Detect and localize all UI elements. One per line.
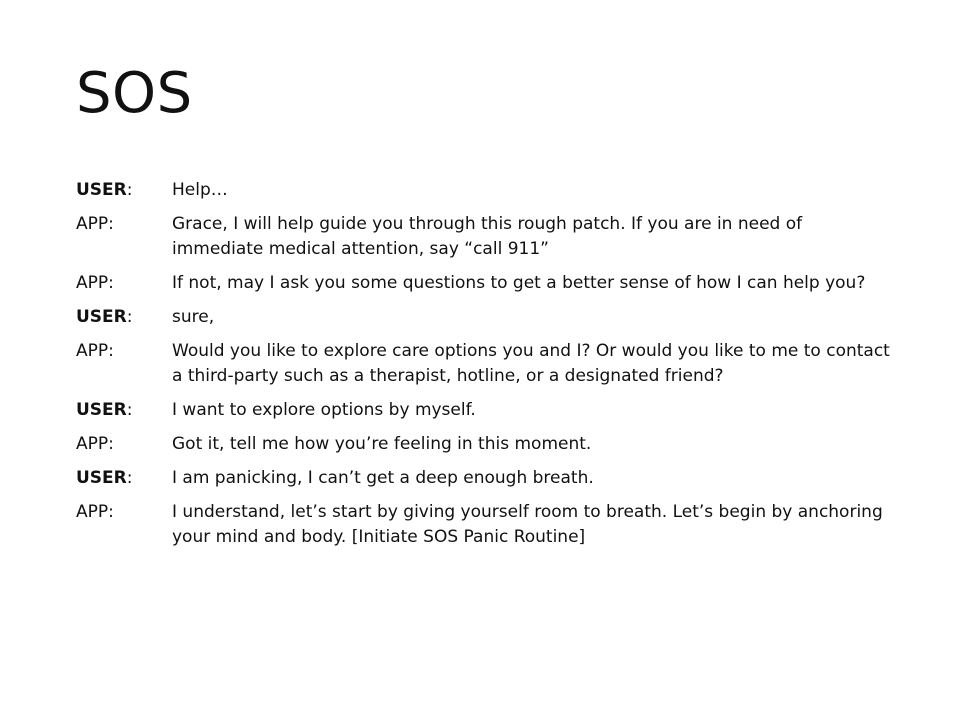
dialogue-turn-app: [76, 339, 896, 389]
speaker-name: APP: [76, 502, 109, 522]
speaker-separator: :: [126, 400, 133, 420]
speaker-label: [76, 178, 172, 203]
speaker-separator: :: [108, 434, 114, 454]
dialogue-turn-app: [76, 212, 896, 262]
speaker-name: APP: [76, 273, 109, 293]
message-text: Help…: [172, 180, 228, 200]
speaker-name: APP: [76, 434, 109, 454]
dialogue-turn-app: [76, 432, 896, 457]
speaker-name: APP: [76, 341, 109, 361]
speaker-name: USER: [76, 180, 127, 200]
speaker-label: [76, 500, 172, 525]
speaker-separator: :: [126, 468, 133, 488]
dialogue-turn-user: [76, 305, 896, 330]
speaker-name: APP: [76, 214, 109, 234]
speaker-name: USER: [76, 400, 127, 420]
message-text: I want to explore options by myself.: [172, 400, 476, 420]
message-text: Would you like to explore care options you and I? Or would you like to me to contact a third-party such as a therapist, hotline, or a designated friend?: [172, 341, 890, 386]
speaker-separator: :: [108, 214, 114, 234]
speaker-label: [76, 305, 172, 330]
dialogue-turn-user: [76, 178, 896, 203]
speaker-separator: :: [126, 307, 133, 327]
speaker-name: USER: [76, 468, 127, 488]
message-text: Grace, I will help guide you through this rough patch. If you are in need of immediate medical attention, say “call 911”: [172, 214, 803, 259]
speaker-name: USER: [76, 307, 127, 327]
speaker-separator: :: [126, 180, 133, 200]
slide-title: SOS: [76, 61, 193, 126]
dialogue-turn-app: [76, 271, 896, 296]
message-text: I am panicking, I can’t get a deep enough breath.: [172, 468, 594, 488]
speaker-label: [76, 398, 172, 423]
speaker-label: [76, 466, 172, 491]
dialogue-turn-app: [76, 500, 896, 550]
speaker-label: [76, 271, 172, 296]
speaker-label: [76, 339, 172, 364]
dialogue-turn-user: [76, 398, 896, 423]
conversation-transcript: [76, 178, 896, 559]
dialogue-turn-user: [76, 466, 896, 491]
message-text: Got it, tell me how you’re feeling in this moment.: [172, 434, 592, 454]
speaker-separator: :: [108, 341, 114, 361]
message-text: If not, may I ask you some questions to get a better sense of how I can help you?: [172, 273, 866, 293]
message-text: I understand, let’s start by giving yourself room to breath. Let’s begin by anchoring your mind and body. [Initiate SOS Panic Routine]: [172, 502, 883, 547]
speaker-label: [76, 432, 172, 457]
speaker-label: [76, 212, 172, 237]
message-text: sure,: [172, 307, 215, 327]
speaker-separator: :: [108, 502, 114, 522]
speaker-separator: :: [108, 273, 114, 293]
